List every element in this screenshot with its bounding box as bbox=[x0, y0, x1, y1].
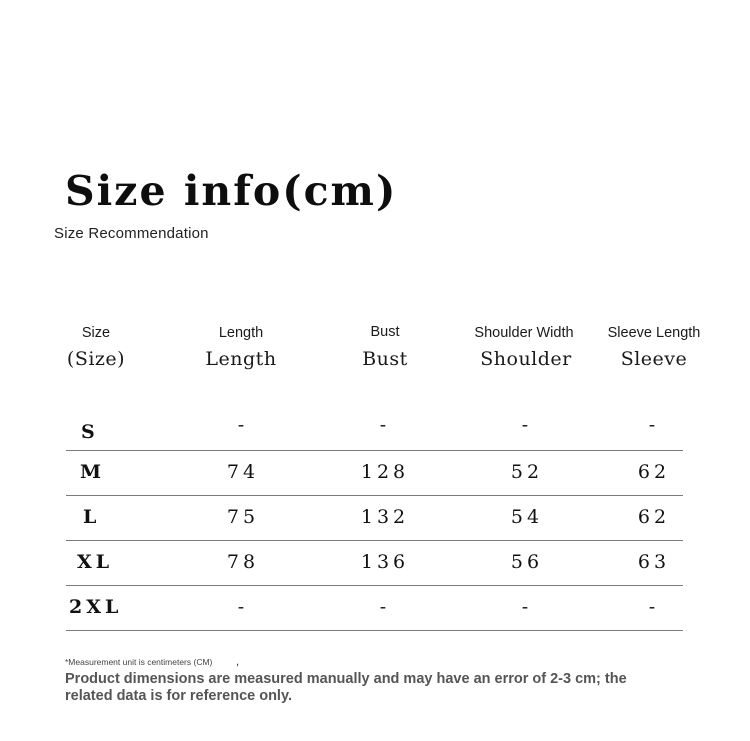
sleeve-cell: 62 bbox=[637, 461, 671, 483]
header-shoulder-width: Shoulder Width bbox=[474, 325, 574, 341]
table-row bbox=[66, 585, 683, 631]
size-recommendation-label: Size Recommendation bbox=[54, 225, 209, 242]
length-cell: - bbox=[237, 414, 249, 436]
header-size-serif: (Size) bbox=[66, 348, 126, 370]
length-cell: 74 bbox=[226, 461, 260, 483]
sleeve-cell: 63 bbox=[637, 551, 671, 573]
table-row bbox=[66, 495, 683, 541]
sleeve-cell: - bbox=[648, 596, 660, 618]
shoulder-cell: 54 bbox=[510, 506, 544, 528]
bust-cell: 128 bbox=[360, 461, 410, 483]
sleeve-cell: 62 bbox=[637, 506, 671, 528]
size-cell: XL bbox=[77, 551, 114, 573]
header-shoulder-serif: Shoulder bbox=[480, 348, 572, 370]
size-cell: L bbox=[83, 506, 101, 528]
sleeve-cell: - bbox=[648, 414, 660, 436]
shoulder-cell: - bbox=[521, 596, 533, 618]
header-bust: Bust bbox=[370, 324, 400, 340]
bust-cell: - bbox=[379, 596, 391, 618]
bust-cell: - bbox=[379, 414, 391, 436]
shoulder-cell: 56 bbox=[510, 551, 544, 573]
bust-cell: 136 bbox=[360, 551, 410, 573]
table-row bbox=[66, 405, 683, 451]
size-cell: 2XL bbox=[69, 596, 123, 618]
length-cell: 75 bbox=[226, 506, 260, 528]
shoulder-cell: - bbox=[521, 414, 533, 436]
length-cell: 78 bbox=[226, 551, 260, 573]
header-size: Size bbox=[81, 325, 111, 341]
bust-cell: 132 bbox=[360, 506, 410, 528]
stray-comma: , bbox=[236, 656, 240, 668]
header-sleeve-serif: Sleeve bbox=[620, 348, 688, 370]
table-row bbox=[66, 540, 683, 586]
length-cell: - bbox=[237, 596, 249, 618]
size-cell: S bbox=[81, 421, 99, 443]
measurement-disclaimer: Product dimensions are measured manually and may have an error of 2-3 cm; the related data is for reference only. bbox=[65, 671, 627, 704]
header-length: Length bbox=[218, 325, 264, 341]
unit-note: *Measurement unit is centimeters (CM) bbox=[65, 657, 213, 667]
page-title: Size info(cm) bbox=[65, 167, 398, 215]
header-sleeve-length: Sleeve Length bbox=[607, 325, 701, 341]
size-cell: M bbox=[80, 461, 106, 483]
header-length-serif: Length bbox=[205, 348, 277, 370]
table-row bbox=[66, 450, 683, 496]
header-bust-serif: Bust bbox=[362, 348, 408, 370]
shoulder-cell: 52 bbox=[510, 461, 544, 483]
